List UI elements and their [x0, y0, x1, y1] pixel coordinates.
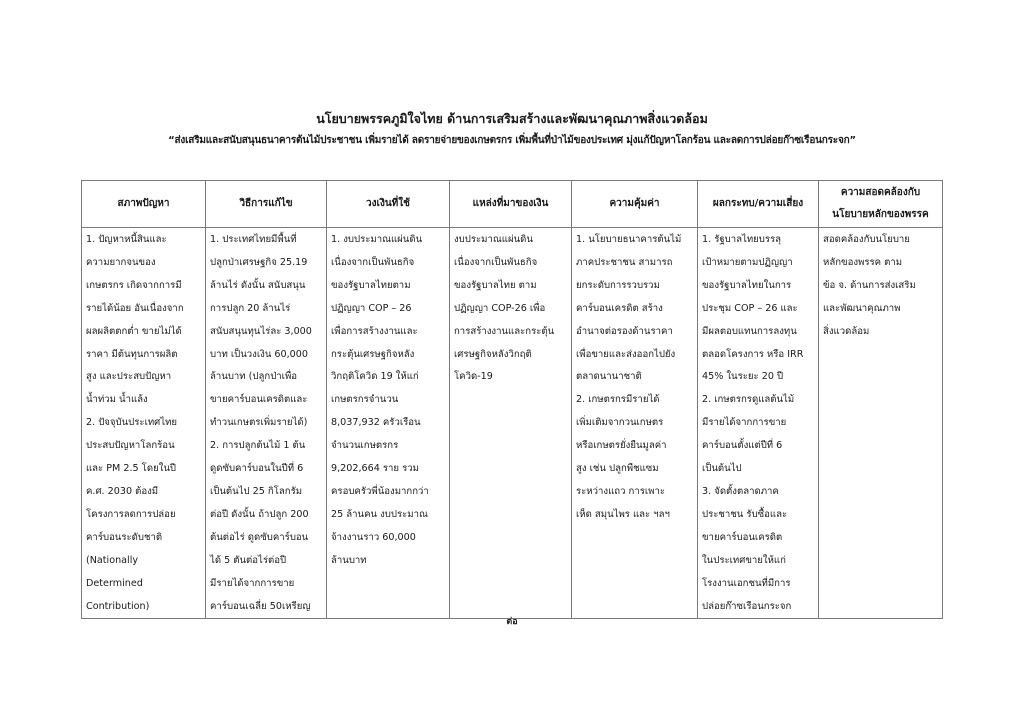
document-subtitle: “ส่งเสริมและสนับสนุนธนาคารต้นไม้ประชาชน เพิ่มรายได้ ลดรายจ่ายของเกษตรกร เพิ่มพื้นที่ป่าไม้ของประเทศ มุ่งแก้ปัญหาโลกร้อน และลดการปล่อยก๊าซเรือนกระจก” — [168, 135, 856, 146]
cell-text-line: ตลาดนานาชาติ — [576, 371, 642, 383]
cell-text-line: วิกฤติโควิด 19 ให้แก่ — [331, 371, 419, 383]
cell-text-line: 2. ปัจจุบันประเทศไทย — [86, 417, 178, 429]
cell-text-line: (Nationally — [86, 554, 139, 566]
cell-text-line: หลักของพรรค ตาม — [823, 256, 903, 268]
cell-text-line: เพิ่มเติมจากวนเกษตร — [576, 417, 664, 429]
cell-text-line: ประสบปัญหาโลกร้อน — [86, 440, 175, 452]
cell-text-line: การสร้างงานและกระตุ้น — [454, 325, 555, 337]
cell-text-line: การปลูก 20 ล้านไร่ — [210, 302, 291, 314]
cell-text-line: ปลูกป่าเศรษฐกิจ 25.19 — [210, 256, 308, 268]
cell-text-line: ราคา มีต้นทุนการผลิต — [86, 348, 178, 360]
cell-text-line: 1. งบประมาณแผ่นดิน — [331, 234, 423, 245]
cell-funding-source — [450, 228, 572, 619]
cell-text-line: สิ่งแวดล้อม — [823, 325, 870, 337]
header-budget — [327, 181, 450, 228]
cell-text-line: ล้านบาท (ปลูกป่าเพื่อ — [210, 371, 298, 383]
cell-text-line: Determined — [86, 577, 143, 589]
table-header-row — [82, 181, 943, 228]
table-row — [82, 228, 943, 619]
header-funding-source — [450, 181, 572, 228]
cell-text-line: ปล่อยก๊าซเรือนกระจก — [702, 600, 792, 612]
cell-text-line: คาร์บอนเฉลี่ย 50เหรียญ — [210, 600, 311, 612]
cell-text-line: อำนาจต่อรองด้านราคา — [576, 325, 673, 337]
cell-text-line: 8,037,932 ครัวเรือน — [331, 417, 421, 429]
cell-text-line: 45% ในระยะ 20 ปี — [702, 371, 784, 383]
cell-text-line: ความยากจนของ — [86, 256, 156, 268]
cell-text-line: ยกระดับการรวบรวม — [576, 279, 660, 291]
cell-text-line: จ้างงานราว 60,000 — [331, 531, 416, 543]
cell-text-line: จำนวนเกษตรกร — [331, 440, 399, 452]
cell-text-line: เกษตรกร เกิดจากการมี — [86, 279, 182, 291]
cell-text-line: ของรัฐบาลไทย ตาม — [454, 279, 537, 291]
header-text-line: ความคุ้มค่า — [609, 198, 660, 209]
cell-text-line: เนื่องจากเป็นพันธกิจ — [454, 256, 538, 268]
header-text-line: วงเงินที่ใช้ — [366, 198, 410, 209]
cell-text-line: เป้าหมายตามปฏิญญา — [702, 256, 793, 268]
cell-text-line: 25 ล้านคน งบประมาณ — [331, 508, 428, 520]
cell-text-line: กระตุ้นเศรษฐกิจหลัง — [331, 348, 415, 360]
cell-text-line: โควิด-19 — [454, 371, 493, 383]
cell-text-line: ผลผลิตตกต่ำ ขายไม่ได้ — [86, 325, 182, 337]
cell-text-line: ต่อปี ดังนั้น ถ้าปลูก 200 — [210, 508, 309, 520]
cell-text-line: 1. ประเทศไทยมีพื้นที่ — [210, 234, 297, 245]
cell-text-line: หรือเกษตรยั่งยืนมูลค่า — [576, 440, 667, 452]
cell-text-line: และ PM 2.5 โดยในปี — [86, 463, 177, 475]
cell-text-line: เห็ด สมุนไพร และ ฯลฯ — [576, 508, 670, 520]
cell-text-line: น้ำท่วม น้ำแล้ง — [86, 394, 148, 406]
header-text-line: นโยบายหลักของพรรค — [832, 209, 929, 220]
cell-text-line: โครงการลดการปล่อย — [86, 508, 176, 520]
document-title: นโยบายพรรคภูมิใจไทย ด้านการเสริมสร้างและพัฒนาคุณภาพสิ่งแวดล้อม — [316, 111, 708, 126]
header-value — [572, 181, 698, 228]
header-text-line: ความสอดคล้องกับ — [840, 187, 921, 198]
cell-text-line: 1. นโยบายธนาคารต้นไม้ — [576, 234, 682, 245]
cell-text-line: ได้ 5 ตันต่อไร่ต่อปี — [210, 554, 287, 566]
header-solution — [206, 181, 327, 228]
cell-text-line: 2. การปลูกต้นไม้ 1 ต้น — [210, 440, 306, 452]
cell-text-line: ในประเทศขายให้แก่ — [702, 554, 786, 566]
cell-impact-risk — [698, 228, 819, 619]
cell-text-line: ค.ศ. 2030 ต้องมี — [86, 485, 159, 497]
policy-table — [81, 180, 943, 619]
cell-text-line: มีรายได้จากการขาย — [210, 577, 295, 589]
header-text-line: วิธีการแก้ไข — [239, 198, 293, 209]
cell-text-line: สูง และประสบปัญหา — [86, 371, 172, 383]
cell-text-line: ปฏิญญา COP – 26 — [331, 302, 412, 314]
cell-text-line: มีผลตอบแทนการลงทุน — [702, 325, 797, 337]
cell-text-line: ขายคาร์บอนเครดิต — [702, 531, 783, 543]
cell-text-line: 1. ปัญหาหนี้สินและ — [86, 234, 167, 245]
cell-text-line: ขายคาร์บอนเครดิตและ — [210, 394, 308, 406]
cell-text-line: ต้นต่อไร่ ดูดซับคาร์บอน — [210, 531, 309, 543]
cell-text-line: โรงงานเอกชนที่มีการ — [702, 577, 791, 589]
cell-text-line: เป็นต้นไป 25 กิโลกรัม — [210, 485, 303, 497]
cell-text-line: ปฏิญญา COP-26 เพื่อ — [454, 302, 546, 314]
cell-text-line: ดูดซับคาร์บอนในปีที่ 6 — [210, 463, 304, 475]
cell-text-line: และพัฒนาคุณภาพ — [823, 302, 901, 314]
cell-text-line: เนื่องจากเป็นพันธกิจ — [331, 256, 415, 268]
cell-value — [572, 228, 698, 619]
cell-text-line: บาท เป็นวงเงิน 60,000 — [210, 348, 308, 360]
cell-text-line: 1. รัฐบาลไทยบรรลุ — [702, 234, 782, 245]
cell-text-line: เป็นต้นไป — [702, 463, 742, 475]
cell-solution — [206, 228, 327, 619]
cell-text-line: สูง เช่น ปลูกพืชแซม — [576, 463, 659, 475]
cell-text-line: รายได้น้อย อันเนื่องจาก — [86, 302, 184, 314]
cell-text-line: ล้านไร่ ดังนั้น สนับสนุน — [210, 279, 306, 291]
cell-text-line: ครอบครัวพี่น้องมากกว่า — [331, 485, 429, 497]
cell-text-line: ประชุม COP – 26 และ — [702, 302, 798, 314]
cell-text-line: คาร์บอนระดับชาติ — [86, 531, 163, 543]
cell-text-line: ของรัฐบาลไทยในการ — [702, 279, 792, 291]
header-text-line: ผลกระทบ/ความเสี่ยง — [712, 198, 804, 209]
cell-text-line: 2. เกษตรกรดูแลต้นไม้ — [702, 394, 795, 406]
cell-text-line: สนับสนุนทุนไร่ละ 3,000 — [210, 325, 312, 337]
cell-text-line: ข้อ จ. ด้านการส่งเสริม — [823, 279, 916, 291]
header-impact-risk — [698, 181, 819, 228]
cell-text-line: ทำวนเกษตรเพิ่มรายได้) — [210, 417, 308, 429]
cell-text-line: คาร์บอนเครดิต สร้าง — [576, 302, 663, 314]
cell-text-line: ประชาชน รับซื้อและ — [702, 508, 788, 520]
cell-text-line: ล้านบาท — [331, 554, 367, 566]
cell-text-line: เศรษฐกิจหลังวิกฤติ — [454, 348, 532, 360]
cell-text-line: ระหว่างแถว การเพาะ — [576, 485, 666, 497]
cell-text-line: เกษตรกรจำนวน — [331, 394, 399, 406]
cell-text-line: 9,202,664 ราย รวม — [331, 463, 419, 475]
cell-text-line: คาร์บอนตั้งแต่ปีที่ 6 — [702, 440, 783, 452]
cell-problem — [82, 228, 206, 619]
cell-text-line: ของรัฐบาลไทยตาม — [331, 279, 411, 291]
cell-budget — [327, 228, 450, 619]
cell-text-line: เพื่อขายและส่งออกไปยัง — [576, 348, 676, 360]
cell-text-line: งบประมาณแผ่นดิน — [454, 234, 533, 245]
cell-policy-alignment — [819, 228, 943, 619]
header-text-line: แหล่งที่มาของเงิน — [472, 198, 549, 209]
cell-text-line: เพื่อการสร้างงานและ — [331, 325, 418, 337]
header-text-line: สภาพปัญหา — [117, 198, 170, 209]
cell-text-line: Contribution) — [86, 600, 150, 612]
cell-text-line: มีรายได้จากการขาย — [702, 417, 787, 429]
cell-text-line: ตลอดโครงการ หรือ IRR — [702, 348, 804, 360]
cell-text-line: 3. จัดตั้งตลาดภาค — [702, 485, 779, 497]
cell-text-line: ภาคประชาชน สามารถ — [576, 256, 673, 268]
continued-label: ต่อ — [506, 617, 518, 627]
cell-text-line: 2. เกษตรกรมีรายได้ — [576, 394, 660, 406]
header-problem — [82, 181, 206, 228]
cell-text-line: สอดคล้องกับนโยบาย — [823, 234, 910, 245]
header-policy-alignment — [819, 181, 943, 228]
